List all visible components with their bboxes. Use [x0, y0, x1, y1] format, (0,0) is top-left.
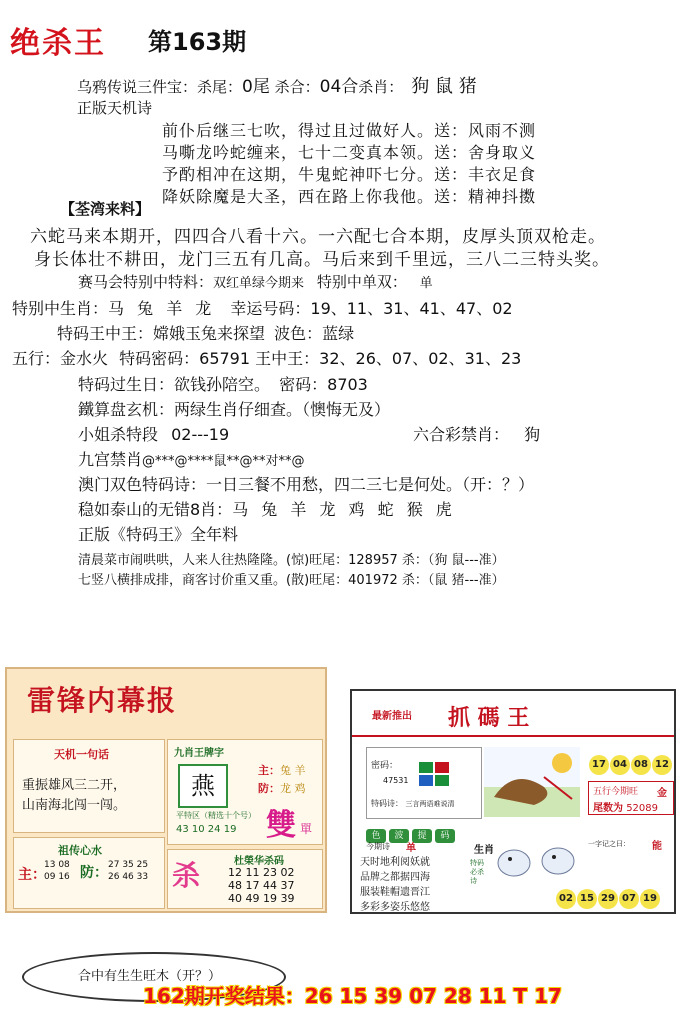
crow-tail: 0尾: [242, 77, 270, 97]
saima-value2: 单: [419, 276, 433, 291]
yiju-label: 一字记之曰：: [588, 840, 630, 848]
fang-value: 龙 鸡: [280, 782, 306, 795]
saima-value: 双红单绿今期来: [213, 276, 305, 291]
poster2-tema-label: 特码诗：: [371, 799, 403, 808]
temawang-value: 嫦娥玉兔来探望: [153, 324, 266, 343]
char-4: 码: [435, 829, 455, 843]
wzw-value: 32、26、07、02、31、23: [319, 349, 522, 368]
bottom-line-2: 七竖八横排成排，商客讨价重又重。(散)旺尾：401972 杀：（鼠 猪---准）: [78, 573, 505, 588]
lottery-result: 162期开奖结果：26 15 39 07 28 11 T 17: [143, 984, 562, 1008]
poster1-title: 雷锋内幕报: [27, 684, 178, 717]
poster2-poem: [360, 855, 430, 915]
liuhe-value: 狗: [524, 425, 541, 444]
tianji-box: [13, 739, 165, 833]
shuang-char: 雙: [266, 808, 296, 843]
birthday-mima: 8703: [327, 375, 368, 394]
poster2-wuxing-label: 五行今期旺: [593, 787, 639, 797]
dan-char: 單: [300, 822, 313, 836]
quanwan-line-2: 身长体壮不耕田，龙门三五有几高。马后来到千里远，三八二三特头奖。: [34, 250, 610, 270]
tiesuan-label: 鐵算盘玄机：: [78, 400, 175, 419]
char-row: [366, 823, 466, 839]
leifeng-poster: [5, 667, 327, 913]
top-ball-2: 04: [610, 755, 630, 775]
wuxing-box: [588, 781, 674, 815]
pingte-label: 平特区（精选十个号）: [176, 811, 256, 820]
wencuo-line: [78, 497, 456, 520]
mima-label: 特码密码：: [119, 349, 200, 368]
zhu2-numbers-2: 09 16: [44, 872, 70, 882]
logo-title: 绝杀王: [10, 26, 106, 61]
lucky-numbers: 19、11、31、41、47、02: [310, 299, 513, 318]
tianji-box-line-1: 重振雄风三二开，: [22, 778, 127, 793]
zhuamawang-poster: [350, 689, 676, 914]
char-3: 提: [412, 829, 432, 843]
poster2-shengxiao: 生肖: [474, 845, 494, 856]
char-2: 波: [389, 829, 409, 843]
zhu2-label: 主：: [18, 867, 46, 883]
saima-label2: 特别中单双：: [316, 273, 407, 291]
crow-xiao-label: 杀肖：: [358, 78, 404, 96]
xiaojie-line: [78, 422, 229, 445]
poster2-tema-row: [371, 798, 455, 809]
xinshui-label: 祖传心水: [58, 844, 102, 857]
tebie-line: [12, 296, 513, 319]
jiugong-label: 九宫禁肖: [78, 450, 143, 469]
xiaojie-value: 02---19: [171, 425, 230, 444]
aomen-label: 澳门双色特码诗：: [78, 475, 207, 494]
cloud-text: 合中有生生旺木（开？）: [78, 969, 222, 984]
temawang-label: 特码王中王：: [57, 324, 154, 343]
poem-line-3: 予酌相冲在这期，牛鬼蛇神吓七分。送：丰衣足食: [162, 165, 537, 184]
fang2-numbers-1: 27 35 25: [108, 860, 149, 870]
zhu2-numbers-1: 13 08: [44, 860, 70, 870]
wuxing-line: [12, 346, 521, 369]
bottom-ball-4: 07: [619, 889, 639, 909]
wencuo-label: 稳如泰山的无错8肖：: [78, 500, 233, 519]
bottom-ball-5: 19: [640, 889, 660, 909]
jiugong-value: @***@****鼠**@**对**@: [142, 454, 305, 469]
poem-line-2: 马嘶龙吟蛇缠来，七十二变真本领。送：舍身取义: [162, 143, 537, 162]
liuhe-label: 六合彩禁肖：: [413, 425, 510, 444]
top-ball-4: 12: [652, 755, 672, 775]
zhengban-title: 正版《特码王》全年料: [78, 525, 239, 544]
shama-row-1: 12 11 23 02: [228, 866, 295, 879]
fang2-label: 防：: [80, 865, 108, 881]
cartoon-image: [484, 747, 580, 817]
fang-row: [258, 780, 306, 796]
top-ball-1: 17: [589, 755, 609, 775]
zhu-value: 兔 羊: [280, 764, 306, 777]
issue-number: 第163期: [148, 28, 247, 56]
wuxing-label: 五行：: [12, 349, 61, 368]
bottom-ball-3: 29: [598, 889, 618, 909]
liuhe-line: [413, 422, 540, 445]
wuxing-value: 金水火: [60, 349, 109, 368]
jiugong-line: [78, 447, 305, 470]
fang2-numbers-2: 26 46 33: [108, 872, 149, 882]
zhu-row: [258, 762, 306, 778]
fang-label: 防：: [258, 782, 280, 795]
quanwan-line-1: 六蛇马来本期开，四四合八看十六。一六配七合本期，皮厚头顶双枪走。: [30, 227, 606, 247]
wencuo-value: 马 兔 羊 龙 鸡 蛇 猴 虎: [232, 500, 456, 519]
zhu-label: 主：: [258, 764, 280, 777]
shama-row-2: 48 17 44 37: [228, 879, 295, 892]
tiesuan-value: 两绿生肖仔细查。（懊悔无及）: [174, 400, 391, 419]
tebie-value: 马 兔 羊 龙: [108, 299, 216, 318]
jiuxiao-label: 九肖王牌字: [174, 748, 224, 759]
crow-heji: 04合: [319, 77, 359, 97]
bose-label: 波色：: [274, 324, 323, 343]
poster2-top-label: 最新推出: [372, 711, 412, 722]
yiju-value: 能: [652, 841, 662, 852]
poster2-poem-line-4: 多彩多姿乐悠悠: [360, 902, 430, 913]
birthday-value: 欲钱孙陪空。: [174, 375, 271, 394]
shama-row-3: 40 49 19 39: [228, 892, 295, 905]
tiesuan-line: [78, 397, 390, 420]
aomen-line: [78, 472, 534, 495]
crow-xiao: 狗 鼠 猪: [411, 76, 477, 97]
bottom-ball-1: 02: [556, 889, 576, 909]
bird-image: [492, 837, 582, 887]
birthday-line: [78, 372, 368, 395]
yan-char: 燕: [178, 764, 228, 808]
sha-char: 杀: [172, 859, 201, 892]
poster2-poem-line-1: 天时地利阅妖就: [360, 857, 430, 868]
crow-mid: 杀合：: [269, 78, 320, 96]
lucky-label: 幸运号码：: [230, 299, 311, 318]
poster2-wuxing-value: 金: [657, 788, 667, 799]
aomen-value: 一日三餐不用愁，四二三七是何处。（开：？）: [206, 475, 535, 494]
poster2-weishu-label: 尾数为: [593, 803, 623, 814]
poster2-weishu-value: 52089: [626, 803, 658, 814]
poster2-tema-xiao: 特码必杀诗: [470, 859, 484, 885]
poster2-tema-value: 三言两语难说清: [405, 800, 455, 808]
mima-value: 65791: [199, 349, 251, 368]
pingte-numbers: 43 10 24 19: [176, 824, 237, 835]
shama-box: [167, 849, 323, 909]
temawang-line: [57, 321, 354, 344]
saima-line: [78, 271, 433, 292]
tianji-box-line-2: 山南海北闯一闯。: [22, 798, 127, 813]
poster2-title: 抓 碼 王: [448, 705, 530, 731]
poster2-header: [352, 691, 674, 737]
tebie-label: 特别中生肖：: [12, 299, 109, 318]
jiuxiao-box: [167, 739, 323, 845]
saima-label: 赛马会特别中特料：: [78, 273, 214, 291]
bottom-line-1: 清晨菜市闹哄哄，人来人往热隆隆。(惊)旺尾：128957 杀：（狗 鼠---准）: [78, 553, 505, 568]
bose-value: 蓝绿: [322, 324, 355, 343]
poster2-weishu-row: [593, 799, 658, 814]
crow-line: [77, 72, 477, 98]
poster2-poem-line-3: 服装鞋帽遗晋江: [360, 887, 430, 898]
mima-box: [366, 747, 482, 819]
tianji-title: 正版天机诗: [77, 99, 153, 117]
poem-line-4: 降妖除魔是大圣，西在路上你我他。送：精神抖擞: [162, 187, 537, 206]
poem-label-p2: 今期诗: [366, 842, 390, 851]
birthday-mima-label: 密码：: [279, 375, 328, 394]
tianji-box-label: 天机一句话: [54, 748, 109, 761]
poster2-poem-line-2: 品牌之都据四海: [360, 872, 430, 883]
quanwan-title: 【荃湾来料】: [60, 200, 151, 218]
poster2-mima-value: 47531: [383, 776, 409, 785]
crow-prefix: 乌鸦传说三件宝：杀尾：: [77, 78, 243, 96]
poster2-mima-label: 密码：: [371, 761, 399, 771]
xiaojie-label: 小姐杀特段: [78, 425, 159, 444]
bottom-ball-2: 15: [577, 889, 597, 909]
birthday-label: 特码过生日：: [78, 375, 175, 394]
xinshui-box: [13, 837, 165, 909]
char-1: 色: [366, 829, 386, 843]
top-ball-3: 08: [631, 755, 651, 775]
shama-title: 杜榮华杀码: [234, 856, 284, 867]
logo-icon: [419, 762, 449, 786]
poem-line-1: 前仆后继三七吹，得过且过做好人。送：风雨不测: [162, 121, 537, 140]
poster2-dan: 单: [406, 843, 416, 854]
wzw-label: 王中王：: [255, 349, 320, 368]
